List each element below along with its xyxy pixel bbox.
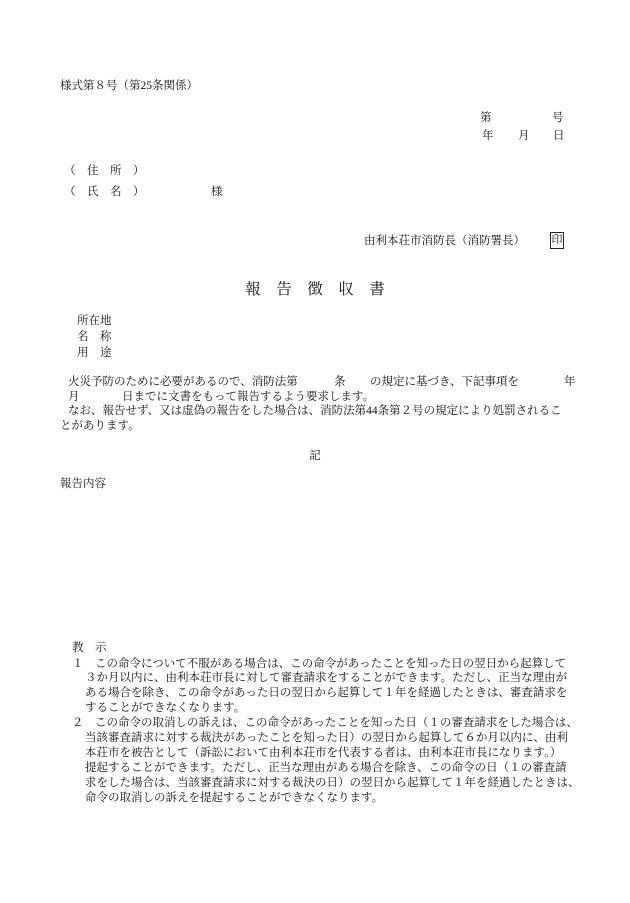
notice-line: 本荘市を被告として（訴訟において由利本荘市を代表する者は、由利本荘市長になります。） [85, 747, 562, 759]
body-line2-segment: 日までに文書をもって報告するよう要求します。 [122, 391, 375, 403]
date-month-label: 月 [518, 130, 530, 142]
property-location-label: 所在地 [77, 315, 112, 327]
form-number: 様式第８号（第25条関係） [60, 80, 198, 92]
notice-line: ある場合を除き、この命令があった日の翌日から起算して１年を経過したときは、審査請求を [85, 687, 568, 699]
date-year-label: 年 [482, 130, 494, 142]
seal-box: 印 [550, 232, 564, 249]
document-number-suffix: 号 [552, 112, 564, 124]
property-name-label: 名 称 [77, 331, 112, 343]
notice-line: ３か月以内に、由利本荘市長に対して審査請求をすることができます。ただし、正当な理由が [85, 672, 568, 684]
notice-line: 当該審査請求に対する裁決があったことを知った日）の翌日から起算して６か月以内に、由利 [85, 732, 568, 744]
document-number-prefix: 第 [480, 112, 492, 124]
notice-line: 求をした場合は、当該審査請求に対する裁決の日）の翌日から起算して１年を経過したときは、 [85, 777, 580, 789]
notice-heading: 教 示 [72, 642, 107, 654]
date-day-label: 日 [553, 130, 565, 142]
notice-line: この命令の取消しの訴えは、この命令があったことを知った日（１の審査請求をした場合は、 [95, 717, 578, 729]
notice-line: 命令の取消しの訴えを提起することができなくなります。 [85, 792, 384, 804]
body-line1-segment: 条 [334, 376, 346, 388]
document-title: 報 告 徴 収 書 [245, 281, 385, 298]
notice-line: することができなくなります。 [85, 702, 246, 714]
notice-item-number: ２ [72, 717, 84, 729]
body-line4: とがあります。 [60, 420, 140, 432]
issuer-name: 由利本荘市消防長（消防署長） [364, 235, 525, 247]
body-line3: なお、報告せず、又は虚偽の報告をした場合は、消防法第44条第２号の規定により処罰されるこ [68, 405, 562, 417]
property-use-label: 用 途 [77, 347, 112, 359]
recipient-name-label: （ 氏 名 ） [64, 186, 145, 198]
body-line2-segment: 月 [68, 391, 80, 403]
body-line1-segment: の規定に基づき、下記事項を [370, 376, 520, 388]
notice-line: この命令について不服がある場合は、この命令があったことを知った日の翌日から起算して [95, 658, 567, 670]
recipient-honorific: 様 [211, 186, 223, 198]
body-line1-segment: 火災予防のために必要があるので、消防法第 [68, 376, 298, 388]
body-line1-segment: 年 [564, 376, 576, 388]
recipient-address-label: （ 住 所 ） [64, 165, 145, 177]
notice-item-number: １ [72, 658, 84, 670]
record-marker: 記 [309, 450, 321, 462]
report-content-label: 報告内容 [60, 478, 106, 490]
notice-line: 提起することができます。ただし、正当な理由がある場合を除き、この命令の日（１の審査請 [85, 762, 567, 774]
